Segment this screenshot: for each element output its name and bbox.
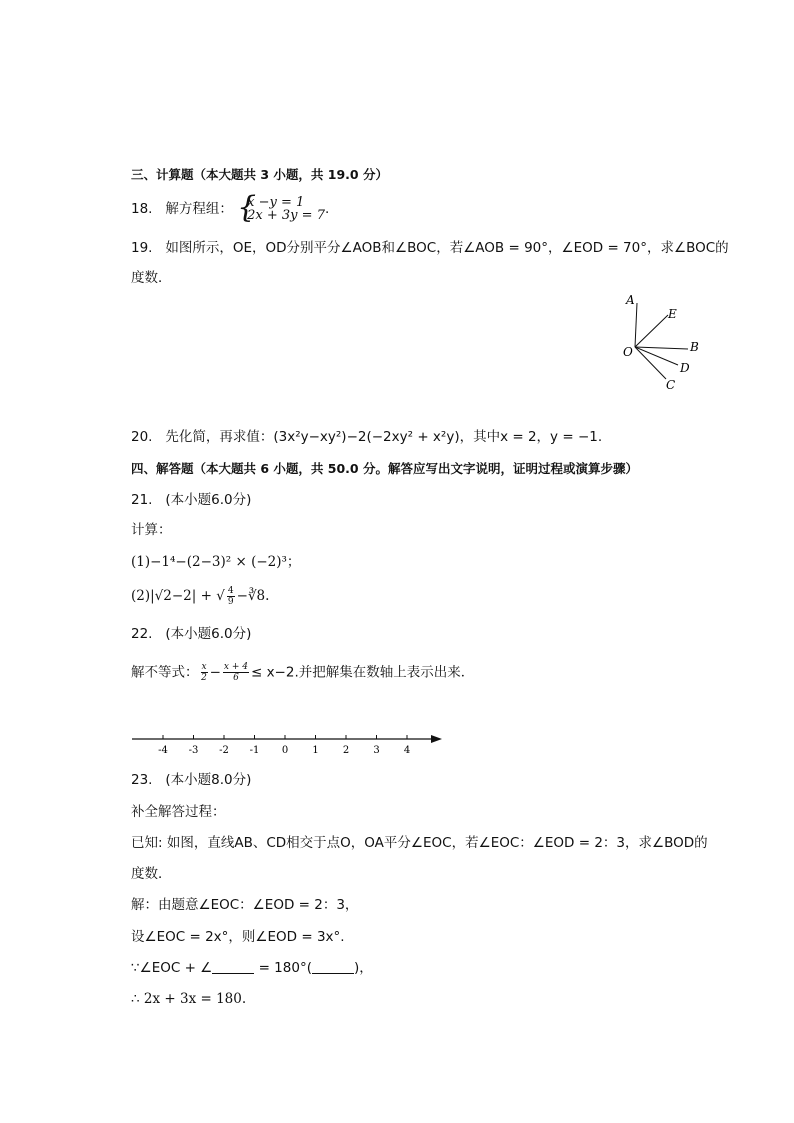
label-o: O [623,345,633,359]
part-2-prefix: (2)|√2−2| + [131,588,217,604]
question-22-header [131,624,251,644]
fraction-numerator: x + 4 [223,662,248,672]
answer-blank-reason[interactable] [312,959,354,974]
question-19-line-2: 度数． [131,270,172,286]
number-line-tick-label: 3 [373,745,380,756]
equation-2: 2x + 3y = 7 [247,208,325,223]
question-18 [131,190,330,225]
ray-od [635,347,678,365]
question-21-part-2 [131,586,269,607]
question-19-line-1 [131,238,729,258]
label-d: D [680,361,690,375]
question-suffix: ≤ x−2.并把解集在数轴上表示出来． [250,664,475,681]
sqrt-icon: √ [216,588,225,604]
question-23-given-2: 度数． [131,866,172,882]
fraction-numerator: x [201,662,207,672]
question-prefix: 解不等式： [131,664,199,681]
question-21-part-1: (1)−1⁴−(2−3)² × (−2)³； [131,554,301,570]
fraction-x-2 [201,662,208,683]
label-e: E [668,307,677,321]
question-text: 先化简，再求值：(3x²y−xy²)−2(−2xy² + x²y)，其中x = 2，y = −1. [165,429,603,445]
fraction-numerator: 4 [227,586,234,596]
number-line-tick-label: 0 [281,745,289,756]
question-number: 19. [131,240,153,256]
solution-text-a: ∵∠EOC + ∠ [131,960,213,976]
solution-line-1: 解：由题意∠EOC：∠EOD = 2：3， [131,897,359,913]
question-21-header [131,490,251,510]
question-score: (本小题6.0分) [165,492,252,508]
fraction-denominator: 6 [233,673,239,683]
fraction-4-9 [227,586,235,607]
minus-sign: − [209,664,221,681]
number-line-tick-label: 4 [403,745,411,756]
ray-oe [635,315,668,347]
number-line-tick-label: -4 [158,745,168,756]
fraction-denominator: 2 [201,673,207,683]
number-line [128,730,448,760]
number-line-tick-label: -2 [219,745,229,756]
section-4-title: 四、解答题（本大题共 6 小题，共 50.0 分。解答应写出文字说明，证明过程或演算步骤） [131,461,638,476]
question-20 [131,427,602,447]
question-score: (本小题8.0分) [165,772,252,788]
question-23-given-1: 已知: 如图，直线AB、CD相交于点O，OA平分∠EOC，若∠EOC：∠EOD = 2：3，求∠BOD的 [131,835,708,851]
solution-text-b: = 180°( [254,960,312,976]
question-number: 18. [131,201,153,217]
number-line-tick-label: 2 [342,745,350,756]
label-b: B [690,340,699,354]
question-22-text [131,662,474,683]
question-number: 22. [131,626,153,642]
left-brace-icon: { [237,190,257,225]
number-line-tick-label: -3 [188,745,199,756]
label-a: A [626,293,635,307]
question-text: 如图所示，OE，OD分别平分∠AOB和∠BOC，若∠AOB = 90°，∠EOD = 70°，求∠BOC的 [165,240,729,256]
question-23-intro: 补全解答过程： [131,804,226,820]
part-2-suffix: −∛8. [236,588,270,604]
solution-text-c: )， [353,960,373,976]
fraction-denominator: 9 [227,597,234,607]
solution-line-2: 设∠EOC = 2x°，则∠EOD = 3x°. [131,929,345,945]
question-number: 21. [131,492,153,508]
label-c: C [666,378,676,392]
question-score: (本小题6.0分) [165,626,252,642]
answer-blank-angle[interactable] [212,959,254,974]
period: . [324,201,330,217]
ray-ob [635,347,688,349]
question-number: 20. [131,429,153,445]
question-23-header [131,770,251,790]
number-line-tick-label: 1 [312,745,319,756]
number-line-tick-label: -1 [249,745,260,756]
arrow-right-icon [431,735,442,743]
ray-oa [635,303,637,347]
section-3-title: 三、计算题（本大题共 3 小题，共 19.0 分） [131,167,388,182]
number-line-ticks [158,735,410,756]
angle-figure [610,285,720,395]
question-21-label: 计算： [131,522,172,538]
equation-system [237,190,325,225]
ray-oc [635,347,666,379]
solution-line-4: ∴ 2x + 3x = 180. [131,991,247,1007]
fraction-x-plus-4-6 [223,662,249,683]
question-text: 解方程组： [165,201,233,217]
question-number: 23. [131,772,153,788]
solution-line-3 [131,958,373,978]
equation-1: x −y = 1 [247,195,305,210]
